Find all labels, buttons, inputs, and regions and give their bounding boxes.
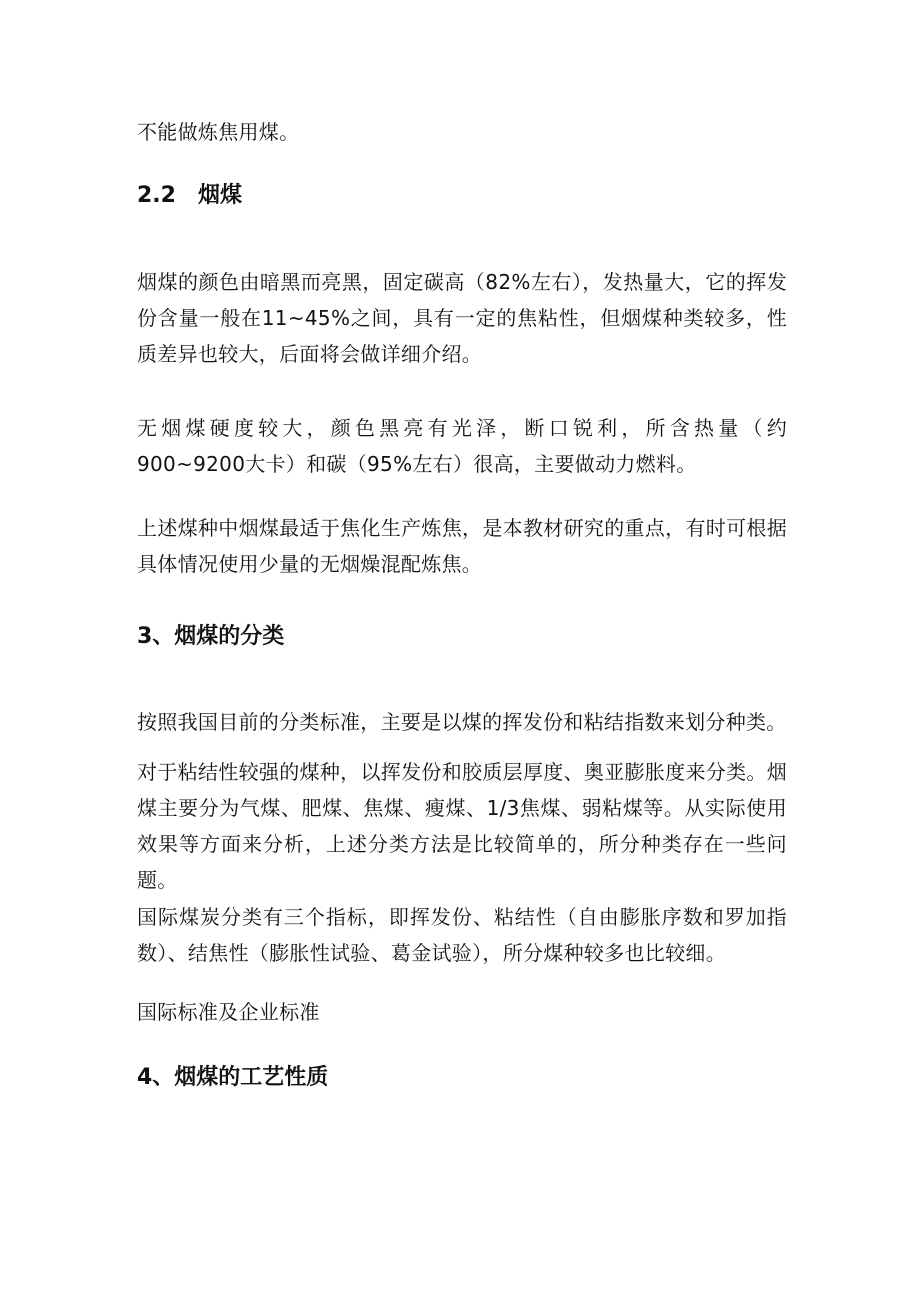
bituminous-paragraph — [137, 264, 787, 372]
international-text: 国际煤炭分类有三个指标，即挥发份、粘结性（自由膨胀序数和罗加指数）、结焦性（膨胀性试验、葛金试验），所分煤种较多也比较细。 — [137, 905, 787, 965]
strong-caking-paragraph — [137, 754, 787, 898]
section-number: 2.2 — [137, 183, 176, 208]
intro-paragraph — [137, 114, 787, 150]
anthracite-text: 无烟煤硬度较大，颜色黑亮有光泽，断口锐利，所含热量（约900~9200大卡）和碳（95%左右）很高，主要做动力燃料。 — [137, 416, 787, 476]
section-heading-3 — [137, 622, 787, 652]
enterprise-paragraph — [137, 994, 787, 1030]
section-heading-2-2 — [137, 181, 787, 211]
section-title: 烟煤 — [197, 183, 242, 208]
strong-caking-text: 对于粘结性较强的煤种，以挥发份和胶质层厚度、奥亚膨胀度来分类。烟煤主要分为气煤、肥煤、焦煤、瘦煤、1/3焦煤、弱粘煤等。从实际使用效果等方面来分析，上述分类方法是比较简单的，所分种类存在一些问题。 — [137, 760, 787, 892]
standard-paragraph — [137, 704, 787, 740]
section-title: 3、烟煤的分类 — [137, 624, 285, 649]
bituminous-text: 烟煤的颜色由暗黑而亮黑，固定碳高（82%左右），发热量大，它的挥发份含量一般在11~45%之间，具有一定的焦粘性，但烟煤种类较多，性质差异也较大，后面将会做详细介绍。 — [137, 270, 787, 366]
anthracite-paragraph — [137, 410, 787, 482]
international-paragraph — [137, 899, 787, 971]
section-heading-4 — [137, 1063, 787, 1093]
focus-paragraph — [137, 510, 787, 582]
intro-text: 不能做炼焦用煤。 — [137, 120, 300, 144]
section-title: 4、烟煤的工艺性质 — [137, 1065, 329, 1090]
focus-text: 上述煤种中烟煤最适于焦化生产炼焦，是本教材研究的重点，有时可根据具体情况使用少量的无烟燥混配炼焦。 — [137, 516, 787, 576]
enterprise-text: 国际标准及企业标准 — [137, 1000, 320, 1024]
standard-text: 按照我国目前的分类标准，主要是以煤的挥发份和粘结指数来划分种类。 — [137, 710, 787, 734]
